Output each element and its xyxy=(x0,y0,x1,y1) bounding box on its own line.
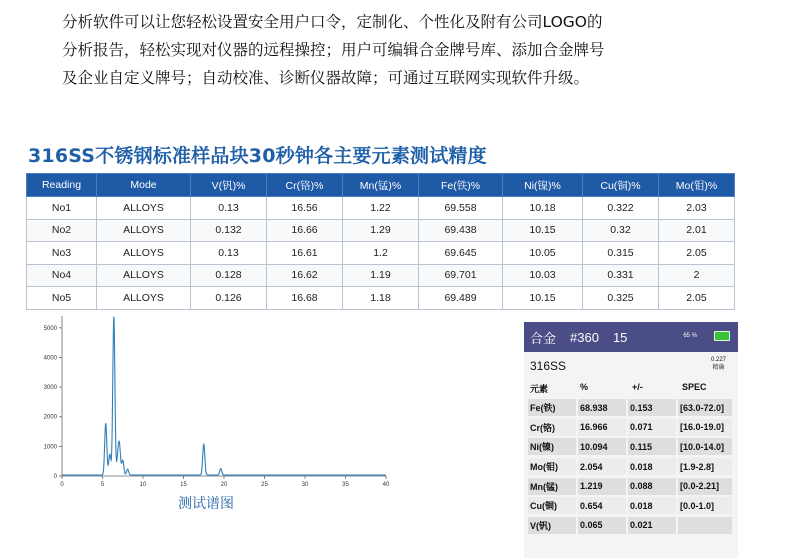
spec-cell: [0.0-2.21] xyxy=(678,478,732,495)
result-row xyxy=(528,418,734,438)
result-header-cell: +/- xyxy=(632,382,643,392)
table-cell: 16.66 xyxy=(267,219,343,242)
table-cell: 0.132 xyxy=(191,219,267,242)
x-tick-label: 15 xyxy=(180,482,187,488)
analyzer-status-bar xyxy=(524,322,738,352)
intro-line-3: 及企业自定义牌号；自动校准、诊断仪器故障；可通过互联网实现软件升级。 xyxy=(62,69,590,87)
table-cell: 0.315 xyxy=(583,242,659,265)
element-cell: Fe(铁) xyxy=(528,399,576,416)
spec-cell: [10.0-14.0] xyxy=(678,438,732,455)
spec-cell xyxy=(678,517,732,534)
table-cell: 16.56 xyxy=(267,197,343,220)
result-row xyxy=(528,476,734,496)
table-cell: 2.05 xyxy=(659,287,735,310)
result-row xyxy=(528,457,734,477)
percent-cell: 10.094 xyxy=(578,438,626,455)
header-cell: Mo(钼)% xyxy=(659,174,735,197)
x-tick-label: 5 xyxy=(100,482,105,488)
table-row xyxy=(27,287,735,310)
test-id: #360 xyxy=(570,329,599,345)
table-cell: 69.645 xyxy=(419,242,503,265)
table-cell: 0.322 xyxy=(583,197,659,220)
table-cell: 10.15 xyxy=(503,287,583,310)
spec-cell: [16.0-19.0] xyxy=(678,419,732,436)
percent-cell: 16.966 xyxy=(578,419,626,436)
header-cell: Cr(铬)% xyxy=(267,174,343,197)
table-cell: 0.13 xyxy=(191,197,267,220)
percent-cell: 1.219 xyxy=(578,478,626,495)
result-row xyxy=(528,437,734,457)
table-cell: 10.15 xyxy=(503,219,583,242)
precision-label: 精确 xyxy=(712,365,725,371)
table-cell: ALLOYS xyxy=(97,219,191,242)
spectrum-caption: 测试谱图 xyxy=(178,496,234,512)
header-cell: Ni(镍)% xyxy=(503,174,583,197)
percent-cell: 2.054 xyxy=(578,458,626,475)
percent-cell: 68.938 xyxy=(578,399,626,416)
result-row xyxy=(528,516,734,536)
table-cell: 69.489 xyxy=(419,287,503,310)
result-header-row xyxy=(530,382,734,395)
intro-text xyxy=(62,8,762,92)
percent-cell: 0.654 xyxy=(578,497,626,514)
table-cell: 1.22 xyxy=(343,197,419,220)
x-tick-label: 10 xyxy=(139,482,147,488)
error-cell: 0.088 xyxy=(628,478,676,495)
header-cell: Mode xyxy=(97,174,191,197)
table-cell: 1.29 xyxy=(343,219,419,242)
spectrum-line xyxy=(62,317,386,476)
table-row xyxy=(27,242,735,265)
table-cell: 2.05 xyxy=(659,242,735,265)
header-cell: Cu(铜)% xyxy=(583,174,659,197)
spectrum-chart xyxy=(28,310,396,490)
x-tick-label: 40 xyxy=(382,482,390,488)
intro-line-2: 分析报告，轻松实现对仪器的远程操控；用户可编辑合金牌号库、添加合金牌号 xyxy=(62,41,605,59)
table-cell: 10.03 xyxy=(503,264,583,287)
test-count: 15 xyxy=(612,329,628,345)
precision-readout xyxy=(711,356,726,372)
result-header-cell: % xyxy=(580,382,589,392)
element-cell: Cu(铜) xyxy=(528,497,576,514)
percent-cell: 0.065 xyxy=(578,517,626,534)
element-cell: Ni(镍) xyxy=(528,438,576,455)
error-cell: 0.115 xyxy=(628,438,676,455)
analyzer-screen xyxy=(524,322,738,558)
result-row xyxy=(528,496,734,516)
y-tick-label: 0 xyxy=(53,474,57,480)
table-cell: No2 xyxy=(27,219,97,242)
header-cell: Fe(铁)% xyxy=(419,174,503,197)
table-cell: No3 xyxy=(27,242,97,265)
header-cell: V(钒)% xyxy=(191,174,267,197)
result-rows xyxy=(528,398,734,535)
mode-label: 合金 xyxy=(530,330,557,346)
element-cell: Mo(钼) xyxy=(528,458,576,475)
table-cell: 16.62 xyxy=(267,264,343,287)
x-tick-label: 35 xyxy=(342,482,349,488)
table-header-row xyxy=(27,174,735,197)
battery-icon xyxy=(714,331,730,341)
table-cell: 0.128 xyxy=(191,264,267,287)
table-cell: 1.2 xyxy=(343,242,419,265)
error-cell: 0.018 xyxy=(628,458,676,475)
table-row xyxy=(27,219,735,242)
table-cell: ALLOYS xyxy=(97,287,191,310)
x-tick-label: 0 xyxy=(60,482,64,488)
table-cell: 0.32 xyxy=(583,219,659,242)
precision-value: 0.227 xyxy=(710,357,726,363)
spec-cell: [0.0-1.0] xyxy=(678,497,732,514)
intro-line-1: 分析软件可以让您轻松设置安全用户口令，定制化、个性化及附有公司LOGO的 xyxy=(62,13,603,31)
table-cell: ALLOYS xyxy=(97,242,191,265)
x-tick-label: 25 xyxy=(261,482,268,488)
error-cell: 0.018 xyxy=(628,497,676,514)
y-tick-label: 3000 xyxy=(43,385,57,392)
y-tick-label: 1000 xyxy=(43,444,57,451)
alloy-grade: 316SS xyxy=(530,359,567,373)
x-tick-label: 30 xyxy=(301,482,309,488)
table-cell: 2.03 xyxy=(659,197,735,220)
element-cell: V(钒) xyxy=(528,517,576,534)
table-cell: No1 xyxy=(27,197,97,220)
table-cell: 69.701 xyxy=(419,264,503,287)
table-cell: 2 xyxy=(659,264,735,287)
accuracy-table xyxy=(26,173,735,310)
error-cell: 0.021 xyxy=(628,517,676,534)
table-cell: ALLOYS xyxy=(97,197,191,220)
table-cell: 0.13 xyxy=(191,242,267,265)
battery-indicator xyxy=(683,331,730,341)
spec-cell: [63.0-72.0] xyxy=(678,399,732,416)
spec-cell: [1.9-2.8] xyxy=(678,458,732,475)
table-cell: 0.331 xyxy=(583,264,659,287)
table-cell: ALLOYS xyxy=(97,264,191,287)
table-cell: 16.61 xyxy=(267,242,343,265)
table-cell: 1.19 xyxy=(343,264,419,287)
header-cell: Reading xyxy=(27,174,97,197)
result-row xyxy=(528,398,734,418)
table-title: 316SS不锈钢标准样品块30秒钟各主要元素测试精度 xyxy=(28,145,487,167)
table-cell: 16.68 xyxy=(267,287,343,310)
table-cell: 1.18 xyxy=(343,287,419,310)
table-cell: 10.18 xyxy=(503,197,583,220)
element-cell: Mn(锰) xyxy=(528,478,576,495)
x-tick-label: 20 xyxy=(220,482,228,488)
table-cell: No4 xyxy=(27,264,97,287)
table-cell: 69.558 xyxy=(419,197,503,220)
y-tick-label: 5000 xyxy=(43,325,57,332)
table-cell: No5 xyxy=(27,287,97,310)
element-cell: Cr(铬) xyxy=(528,419,576,436)
table-cell: 2.01 xyxy=(659,219,735,242)
result-header-cell: 元素 xyxy=(530,384,549,394)
header-cell: Mn(锰)% xyxy=(343,174,419,197)
error-cell: 0.153 xyxy=(628,399,676,416)
result-header-cell: SPEC xyxy=(682,382,707,392)
table-row xyxy=(27,197,735,220)
table-cell: 0.126 xyxy=(191,287,267,310)
table-cell: 69.438 xyxy=(419,219,503,242)
table-cell: 10.05 xyxy=(503,242,583,265)
error-cell: 0.071 xyxy=(628,419,676,436)
y-tick-label: 4000 xyxy=(43,355,57,362)
battery-percent: 65 % xyxy=(683,333,697,339)
table-cell: 0.325 xyxy=(583,287,659,310)
y-tick-label: 2000 xyxy=(43,414,57,421)
table-row xyxy=(27,264,735,287)
